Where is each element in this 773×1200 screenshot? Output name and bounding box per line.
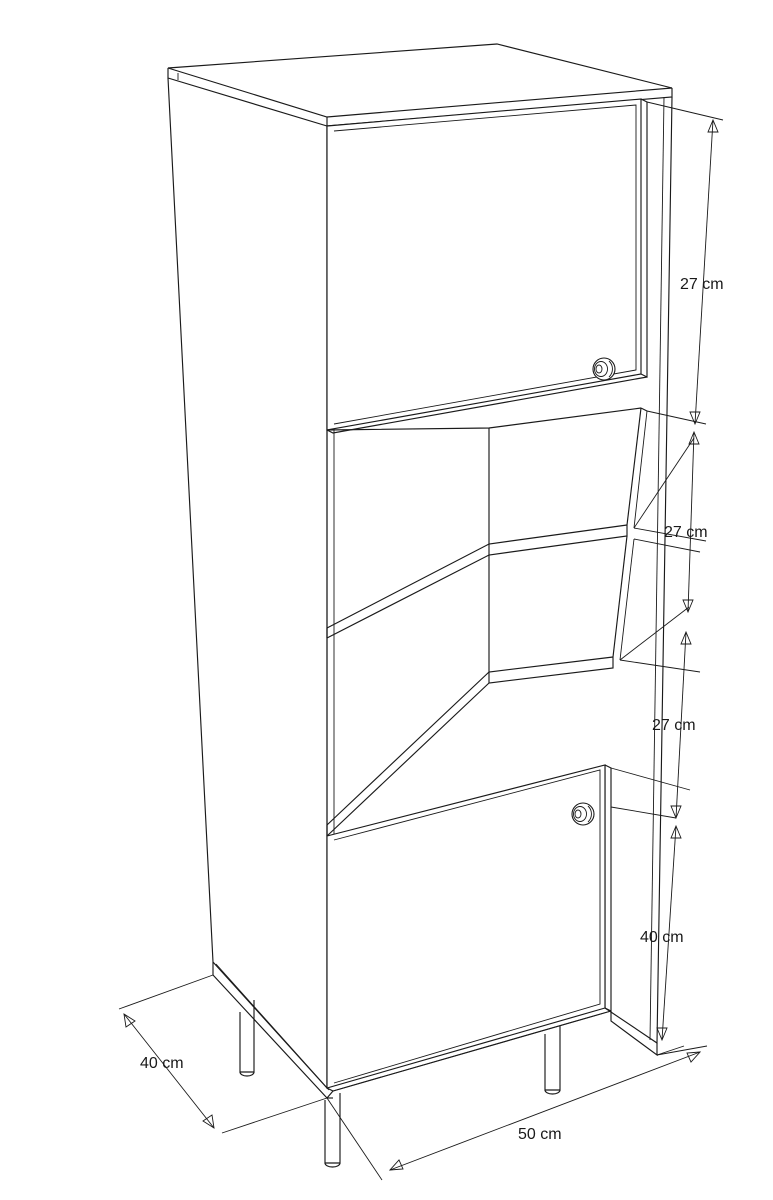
dimension-label-depth: 40 cm: [140, 1055, 184, 1072]
upper-door-panel: [327, 99, 647, 433]
cabinet-left-side-panel: [168, 78, 329, 1090]
dimension-label-lower: 27 cm: [652, 717, 696, 734]
dimension-upper-compartment: [680, 120, 724, 424]
lower-door-knob[interactable]: [572, 803, 594, 825]
dimension-bottom-compartment: [640, 826, 684, 1040]
dimension-label-bottom: 40 cm: [640, 929, 684, 946]
open-compartment-upper: [327, 408, 647, 638]
dimension-label-width: 50 cm: [518, 1126, 562, 1143]
upper-door-knob[interactable]: [593, 358, 615, 380]
dimension-label-middle: 27 cm: [664, 524, 708, 541]
dimension-label-upper: 27 cm: [680, 276, 724, 293]
lower-door-panel: [327, 765, 611, 1091]
